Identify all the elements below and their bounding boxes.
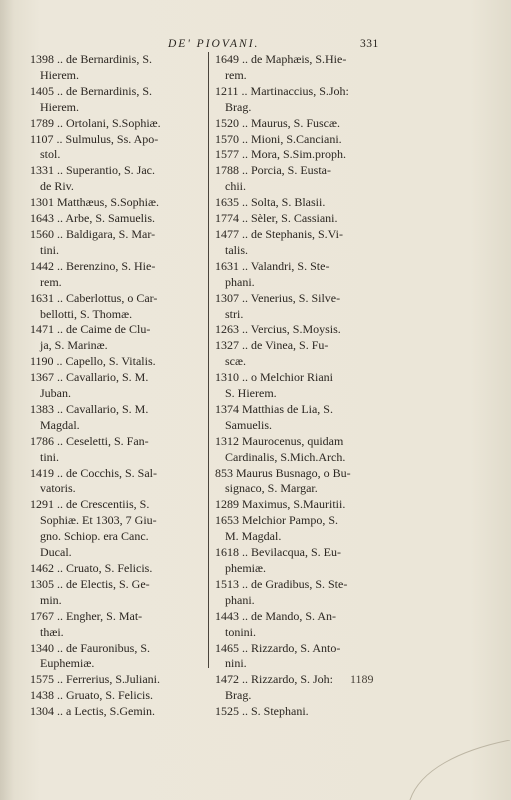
entry-continuation: Juban.: [40, 386, 71, 401]
entry-continuation: Magdal.: [40, 417, 80, 432]
register-entry: [30, 195, 218, 211]
page-number: 331: [360, 38, 379, 50]
register-entry: [30, 704, 218, 720]
register-entry: [30, 402, 218, 434]
register-entry: [215, 641, 395, 673]
entry-line: 1635 .. Solta, S. Blasii.: [215, 195, 326, 210]
register-entry: [215, 338, 395, 370]
register-entry: [30, 116, 218, 132]
running-title: DE' PIOVANI.: [168, 38, 260, 50]
register-entry: [215, 466, 395, 498]
register-entry: [215, 259, 395, 291]
entry-continuation: Sophiæ. Et 1303, 7 Giu-: [40, 513, 157, 528]
entry-line: 1653 Melchior Pampo, S.: [215, 513, 338, 528]
entry-continuation: Brag.: [225, 688, 252, 703]
register-entry: [215, 147, 395, 163]
register-entry: [215, 577, 395, 609]
entry-line: 1631 .. Caberlottus, o Car-: [30, 290, 158, 305]
entry-line: 1774 .. Sèler, S. Cassiani.: [215, 211, 338, 226]
register-entry: [30, 577, 218, 609]
entry-continuation: Cardinalis, S.Mich.Arch.: [225, 449, 346, 464]
entry-line: 1520 .. Maurus, S. Fuscæ.: [215, 115, 341, 130]
entry-continuation: Hierem.: [40, 99, 79, 114]
entry-continuation: scæ.: [225, 354, 246, 369]
entry-line: 1304 .. a Lectis, S.Gemin.: [30, 704, 155, 719]
entry-line: 1788 .. Porcia, S. Eusta-: [215, 163, 331, 178]
entry-continuation: nini.: [225, 656, 247, 671]
register-entry: [30, 84, 218, 116]
entry-line: 1465 .. Rizzardo, S. Anto-: [215, 640, 341, 655]
register-entry: [215, 195, 395, 211]
entry-continuation: tonini.: [225, 624, 257, 639]
register-entry: [215, 132, 395, 148]
entry-continuation: Euphemiæ.: [40, 656, 95, 671]
entry-continuation: rem.: [225, 67, 247, 82]
entry-line: 1525 .. S. Stephani.: [215, 704, 309, 719]
register-entry: [30, 322, 218, 354]
entry-line: 1438 .. Gruato, S. Felicis.: [30, 688, 153, 703]
entry-line: 1405 .. de Bernardinis, S.: [30, 83, 152, 98]
entry-line: 1263 .. Vercius, S.Moysis.: [215, 322, 341, 337]
left-column: [30, 52, 218, 720]
entry-line: 1312 Maurocenus, quidam: [215, 433, 344, 448]
register-entry: [30, 354, 218, 370]
entry-line: 1577 .. Mora, S.Sim.proph.: [215, 147, 347, 162]
register-entry: [30, 259, 218, 291]
register-entry: [30, 434, 218, 466]
register-entry: [30, 132, 218, 164]
register-entry: [30, 561, 218, 577]
right-column: [215, 52, 395, 720]
entry-line: 1767 .. Engher, S. Mat-: [30, 608, 143, 623]
entry-line: 1643 .. Arbe, S. Samuelis.: [30, 211, 155, 226]
register-entry: [30, 227, 218, 259]
entry-continuation: signaco, S. Margar.: [225, 481, 318, 496]
entry-continuation: S. Hierem.: [225, 386, 277, 401]
entry-line: 1190 .. Capello, S. Vitalis.: [30, 354, 156, 369]
entry-line: 1789 .. Ortolani, S.Sophiæ.: [30, 115, 161, 130]
entry-line: 1442 .. Berenzino, S. Hie-: [30, 258, 156, 273]
entry-continuation: min.: [40, 592, 62, 607]
entry-line: 1649 .. de Maphæis, S.Hie-: [215, 52, 347, 66]
entry-line: 1291 .. de Crescentiis, S.: [30, 497, 150, 512]
entry-continuation: Brag.: [225, 99, 252, 114]
entry-line: 1331 .. Superantio, S. Jac.: [30, 163, 155, 178]
entry-continuation: stol.: [40, 147, 61, 162]
entry-line: 1570 .. Mioni, S.Canciani.: [215, 131, 342, 146]
entry-line: 1462 .. Cruato, S. Felicis.: [30, 561, 153, 575]
register-entry: [30, 466, 218, 498]
entry-line: 1513 .. de Gradibus, S. Ste-: [215, 576, 348, 591]
entry-continuation: talis.: [225, 242, 248, 257]
entry-continuation: M. Magdal.: [225, 529, 282, 544]
entry-continuation: tini.: [40, 242, 60, 257]
register-entry: [215, 609, 395, 641]
entry-line: 1472 .. Rizzardo, S. Joh:: [215, 672, 333, 687]
register-entry: [215, 513, 395, 545]
entry-line: 1477 .. de Stephanis, S.Vi-: [215, 226, 343, 241]
register-entry: [215, 497, 395, 513]
register-entry: [215, 434, 395, 466]
entry-line: 1383 .. Cavallario, S. M.: [30, 401, 149, 416]
entry-line: 1289 Maximus, S.Mauritii.: [215, 497, 346, 512]
entry-continuation: thæi.: [40, 624, 64, 639]
entry-line: 1327 .. de Vinea, S. Fu-: [215, 338, 329, 353]
register-entry: [30, 291, 218, 323]
register-entry: [30, 497, 218, 529]
entry-continuation: Hierem.: [40, 67, 79, 82]
register-entry: [215, 370, 395, 402]
entry-continuation: de Riv.: [40, 179, 74, 194]
register-entry: [215, 704, 395, 720]
entry-continuation: ja, S. Marinæ.: [40, 338, 108, 353]
register-entry: [215, 227, 395, 259]
entry-continuation: phani.: [225, 592, 255, 607]
register-entry: [30, 52, 218, 84]
entry-line: 1107 .. Sulmulus, Ss. Apo-: [30, 131, 159, 146]
register-entry: [30, 211, 218, 227]
entry-line: 1310 .. o Melchior Riani: [215, 370, 333, 385]
entry-continuation: stri.: [225, 306, 244, 321]
column-divider: [208, 52, 209, 668]
entry-line: 1786 .. Ceseletti, S. Fan-: [30, 433, 149, 448]
entry-line: 1340 .. de Fauronibus, S.: [30, 640, 150, 655]
register-entry: [215, 116, 395, 132]
entry-continuation: tini.: [40, 449, 60, 464]
register-entry: [30, 529, 218, 545]
register-entry: [215, 211, 395, 227]
register-entry: [30, 163, 218, 195]
entry-line: 1471 .. de Caime de Clu-: [30, 322, 151, 337]
register-entry: [215, 402, 395, 434]
entry-line: 1443 .. de Mando, S. An-: [215, 608, 336, 623]
register-entry: [30, 641, 218, 673]
entry-line: 1305 .. de Electis, S. Ge-: [30, 576, 150, 591]
signature-mark: 1189: [350, 672, 374, 686]
entry-continuation: gno. Schiop. era Canc.: [40, 529, 149, 544]
entry-continuation: phemiæ.: [225, 561, 266, 575]
register-entry: [215, 545, 395, 577]
entry-line: 1398 .. de Bernardinis, S.: [30, 52, 152, 66]
entry-line: 1419 .. de Cocchis, S. Sal-: [30, 465, 157, 480]
register-entry: [215, 84, 395, 116]
register-entry: [30, 545, 218, 561]
entry-line: 853 Maurus Busnago, o Bu-: [215, 465, 351, 480]
register-entry: [215, 52, 395, 84]
entry-line: 1211 .. Martinaccius, S.Joh:: [215, 83, 349, 98]
entry-line: 1374 Matthias de Lia, S.: [215, 401, 333, 416]
register-entry: [215, 291, 395, 323]
entry-continuation: Ducal.: [40, 545, 72, 560]
entry-line: 1575 .. Ferrerius, S.Juliani.: [30, 672, 160, 687]
register-entry: [215, 322, 395, 338]
entry-line: 1618 .. Bevilacqua, S. Eu-: [215, 545, 341, 560]
entry-continuation: phani.: [225, 274, 255, 289]
entry-continuation: vatoris.: [40, 481, 76, 496]
entry-continuation: chii.: [225, 179, 246, 194]
entry-line: 1560 .. Baldigara, S. Mar-: [30, 226, 156, 241]
entry-line: 1367 .. Cavallario, S. M.: [30, 370, 149, 385]
entry-line: 1301 Matthæus, S.Sophiæ.: [30, 195, 160, 210]
entry-continuation: Samuelis.: [225, 417, 272, 432]
entry-continuation: rem.: [40, 274, 62, 289]
entry-continuation: bellotti, S. Thomæ.: [40, 306, 133, 321]
entry-line: 1307 .. Venerius, S. Silve-: [215, 290, 341, 305]
register-entry: [30, 609, 218, 641]
page-curl-shadow: [300, 740, 510, 800]
register-entry: [30, 370, 218, 402]
register-entry: [30, 672, 218, 688]
register-entry: [215, 163, 395, 195]
entry-line: 1631 .. Valandri, S. Ste-: [215, 258, 330, 273]
register-entry: [30, 688, 218, 704]
